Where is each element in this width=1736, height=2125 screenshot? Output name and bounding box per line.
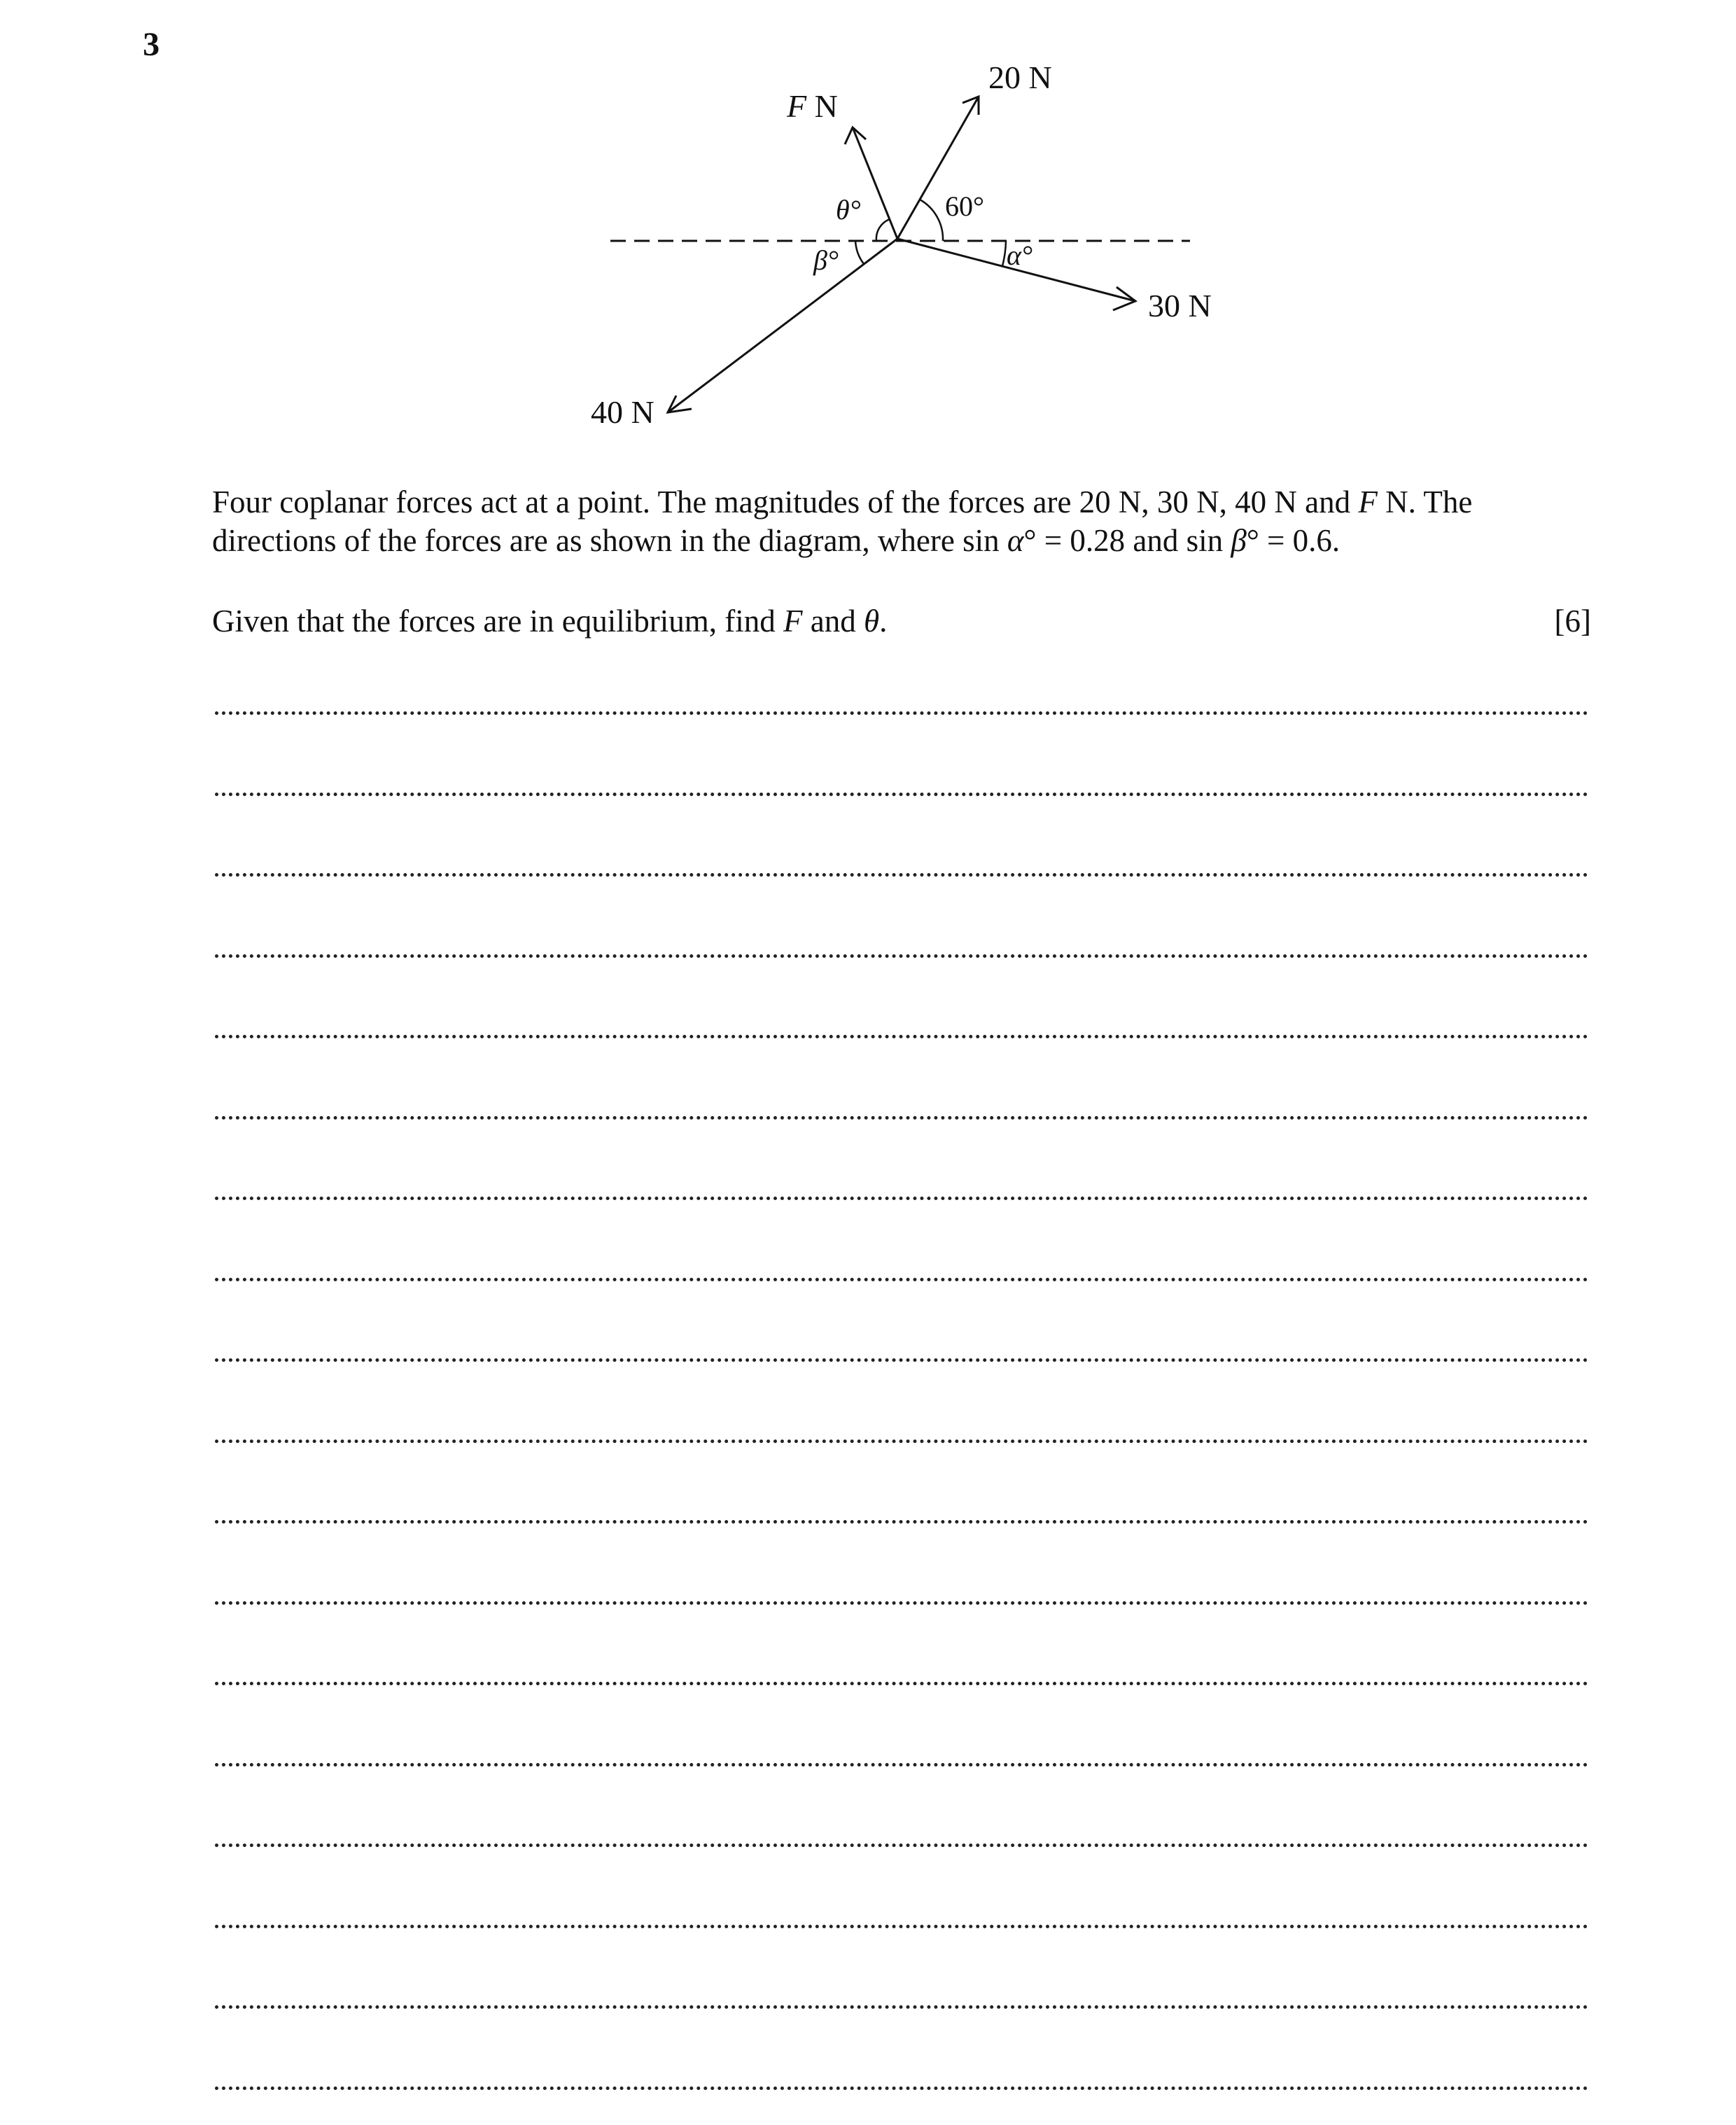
- force-label-f: F N: [787, 88, 838, 124]
- answer-line[interactable]: [215, 793, 1588, 796]
- answer-line[interactable]: [215, 1763, 1588, 1767]
- angle-label-theta: θ°: [836, 194, 861, 225]
- answer-line[interactable]: [215, 1116, 1588, 1120]
- answer-line[interactable]: [215, 1440, 1588, 1443]
- question-stem-line-2: directions of the forces are as shown in the diagram, where sin α° = 0.28 and sin β° = 0.6.: [212, 523, 1340, 558]
- answer-line[interactable]: [215, 1520, 1588, 1524]
- answer-line[interactable]: [215, 1197, 1588, 1200]
- answer-line[interactable]: [215, 873, 1588, 877]
- angle-label-beta: β°: [813, 244, 839, 276]
- answer-line[interactable]: [215, 1278, 1588, 1281]
- angle-label-60: 60°: [945, 190, 984, 222]
- question-instruction: Given that the forces are in equilibrium, find F and θ. [6]: [212, 602, 1591, 641]
- answer-area[interactable]: [215, 0, 1588, 2125]
- answer-line[interactable]: [215, 954, 1588, 958]
- answer-line[interactable]: [215, 2086, 1588, 2090]
- answer-line[interactable]: [215, 1844, 1588, 1847]
- answer-line[interactable]: [215, 1925, 1588, 1928]
- answer-line[interactable]: [215, 711, 1588, 715]
- answer-line[interactable]: [215, 1682, 1588, 1685]
- angle-label-alpha: α°: [1007, 239, 1032, 271]
- answer-line[interactable]: [215, 1358, 1588, 1362]
- question-stem-line-1: Four coplanar forces act at a point. The magnitudes of the forces are 20 N, 30 N, 40 N and F N. The: [212, 485, 1473, 520]
- question-number: 3: [143, 26, 160, 63]
- marks-label: [6]: [1554, 604, 1591, 639]
- answer-line[interactable]: [215, 1035, 1588, 1038]
- force-label-20n: 20 N: [988, 60, 1052, 95]
- answer-line[interactable]: [215, 2005, 1588, 2009]
- answer-line[interactable]: [215, 1601, 1588, 1605]
- force-label-30n: 30 N: [1148, 288, 1212, 323]
- force-label-40n: 40 N: [591, 394, 654, 430]
